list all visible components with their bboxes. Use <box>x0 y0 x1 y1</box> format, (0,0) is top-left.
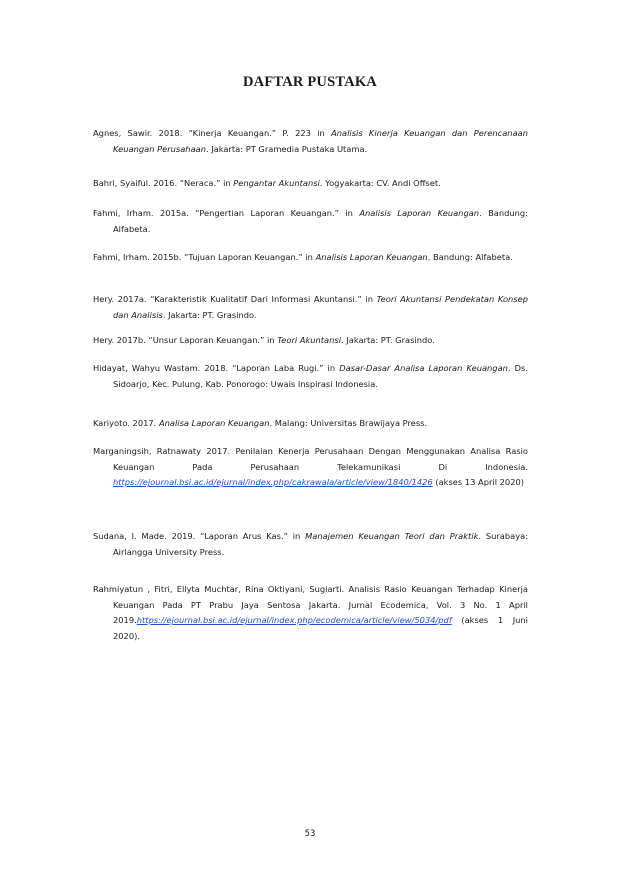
reference-access-date: (akses 1 Juni 2020). <box>113 615 528 641</box>
reference-title: Analisa Laporan Keuangan <box>158 418 270 428</box>
page-number: 53 <box>304 829 316 839</box>
reference-publisher: . Malang: Universitas Brawijaya Press. <box>269 418 428 428</box>
reference-item <box>93 361 528 392</box>
reference-item <box>93 416 528 432</box>
reference-publisher: . Jakarta: PT Gramedia Pustaka Utama. <box>205 143 368 154</box>
reference-text: Hery. 2017b. “Unsur Laporan Keuangan.” in <box>93 335 278 345</box>
reference-title: Pengantar Akuntansi <box>233 178 320 188</box>
reference-publisher: . Jakarta: PT. Grasindo. <box>162 309 257 320</box>
reference-item <box>93 250 528 266</box>
reference-title: Manajemen Keuangan Teori dan Praktik <box>305 531 479 541</box>
reference-publisher: . Bandung: Alfabeta. <box>427 252 513 262</box>
reference-title: Analisis Laporan Keuangan <box>359 208 480 218</box>
reference-text: Kariyoto. 2017. <box>93 418 159 428</box>
reference-title: Analisis Kinerja Keuangan dan Perencanaan Keuangan Perusahaan <box>113 128 528 154</box>
reference-publisher: . Jakarta: PT. Grasindo. <box>341 335 435 345</box>
reference-title: Dasar-Dasar Analisa Laporan Keuangan <box>339 363 508 373</box>
reference-text: Fahmi, Irham. 2015a. “Pengertian Laporan Keuangan.” in <box>93 208 360 218</box>
reference-text: Fahmi, Irham. 2015b. “Tujuan Laporan Keuangan.” in <box>93 252 316 262</box>
reference-text: Rahmiyatun , Fitri, Ellyta Muchtar, Rina Oktiyani, Sugiarti. Analisis Rasio Keuangan Terhadap Kinerja Keuangan Pada PT Prabu Jaya Sentosa Jakarta. Jurnal Ecodemica, Vol. 3 No. 1 April 2019. <box>93 584 528 626</box>
reference-publisher: . Bandung: Alfabeta. <box>113 208 528 234</box>
reference-item <box>93 444 528 491</box>
page-title: DAFTAR PUSTAKA <box>243 74 377 90</box>
reference-publisher: . Surabaya: Airlangga University Press. <box>113 531 529 557</box>
reference-text: Agnes, Sawir. 2018. “Kinerja Keuangan.” P. 223 in <box>93 128 332 138</box>
reference-item <box>93 529 528 560</box>
reference-text: Sudana, I. Made. 2019. “Laporan Arus Kas.” in <box>93 531 306 541</box>
reference-item <box>93 292 528 323</box>
reference-text: Bahri, Syaiful. 2016. “Neraca.” in <box>93 178 234 188</box>
reference-item <box>93 333 528 349</box>
reference-access-date: (akses 13 April 2020) <box>432 477 525 488</box>
reference-title: Analisis Laporan Keuangan <box>315 252 428 262</box>
reference-link[interactable]: https://ejournal.bsi.ac.id/ejurnal/index.php/ecodemica/article/view/5034/pdf <box>136 615 452 626</box>
reference-publisher: . Yogyakarta: CV. Andi Offset. <box>319 178 441 188</box>
reference-text: Hidayat, Wahyu Wastam. 2018. “Laporan Laba Rugi.” in <box>93 363 340 373</box>
reference-item <box>93 206 528 237</box>
reference-item <box>93 582 528 644</box>
reference-text: Marganingsih, Ratnawaty 2017. Penilaian Kenerja Perusahaan Dengan Menggunakan Analisa Rasio Keuangan Pada Perusahaan Telekamunikasi Di Indonesia. <box>93 446 528 472</box>
reference-publisher: . Ds. Sidoarjo, Kec. Pulung, Kab. Ponorogo: Uwais Inspirasi Indonesia. <box>113 363 528 389</box>
reference-link[interactable]: https://ejournal.bsi.ac.id/ejurnal/index.php/cakrawala/article/view/1840/1426 <box>113 477 433 488</box>
reference-title: Teori Akuntansi Pendekatan Konsep dan Analisis <box>113 294 529 320</box>
reference-item <box>93 126 528 157</box>
reference-text: Hery. 2017a. “Karakteristik Kualitatif Dari Informasi Akuntansi.” in <box>93 294 377 304</box>
reference-title: Teori Akuntansi <box>277 335 342 345</box>
reference-item <box>93 176 528 192</box>
